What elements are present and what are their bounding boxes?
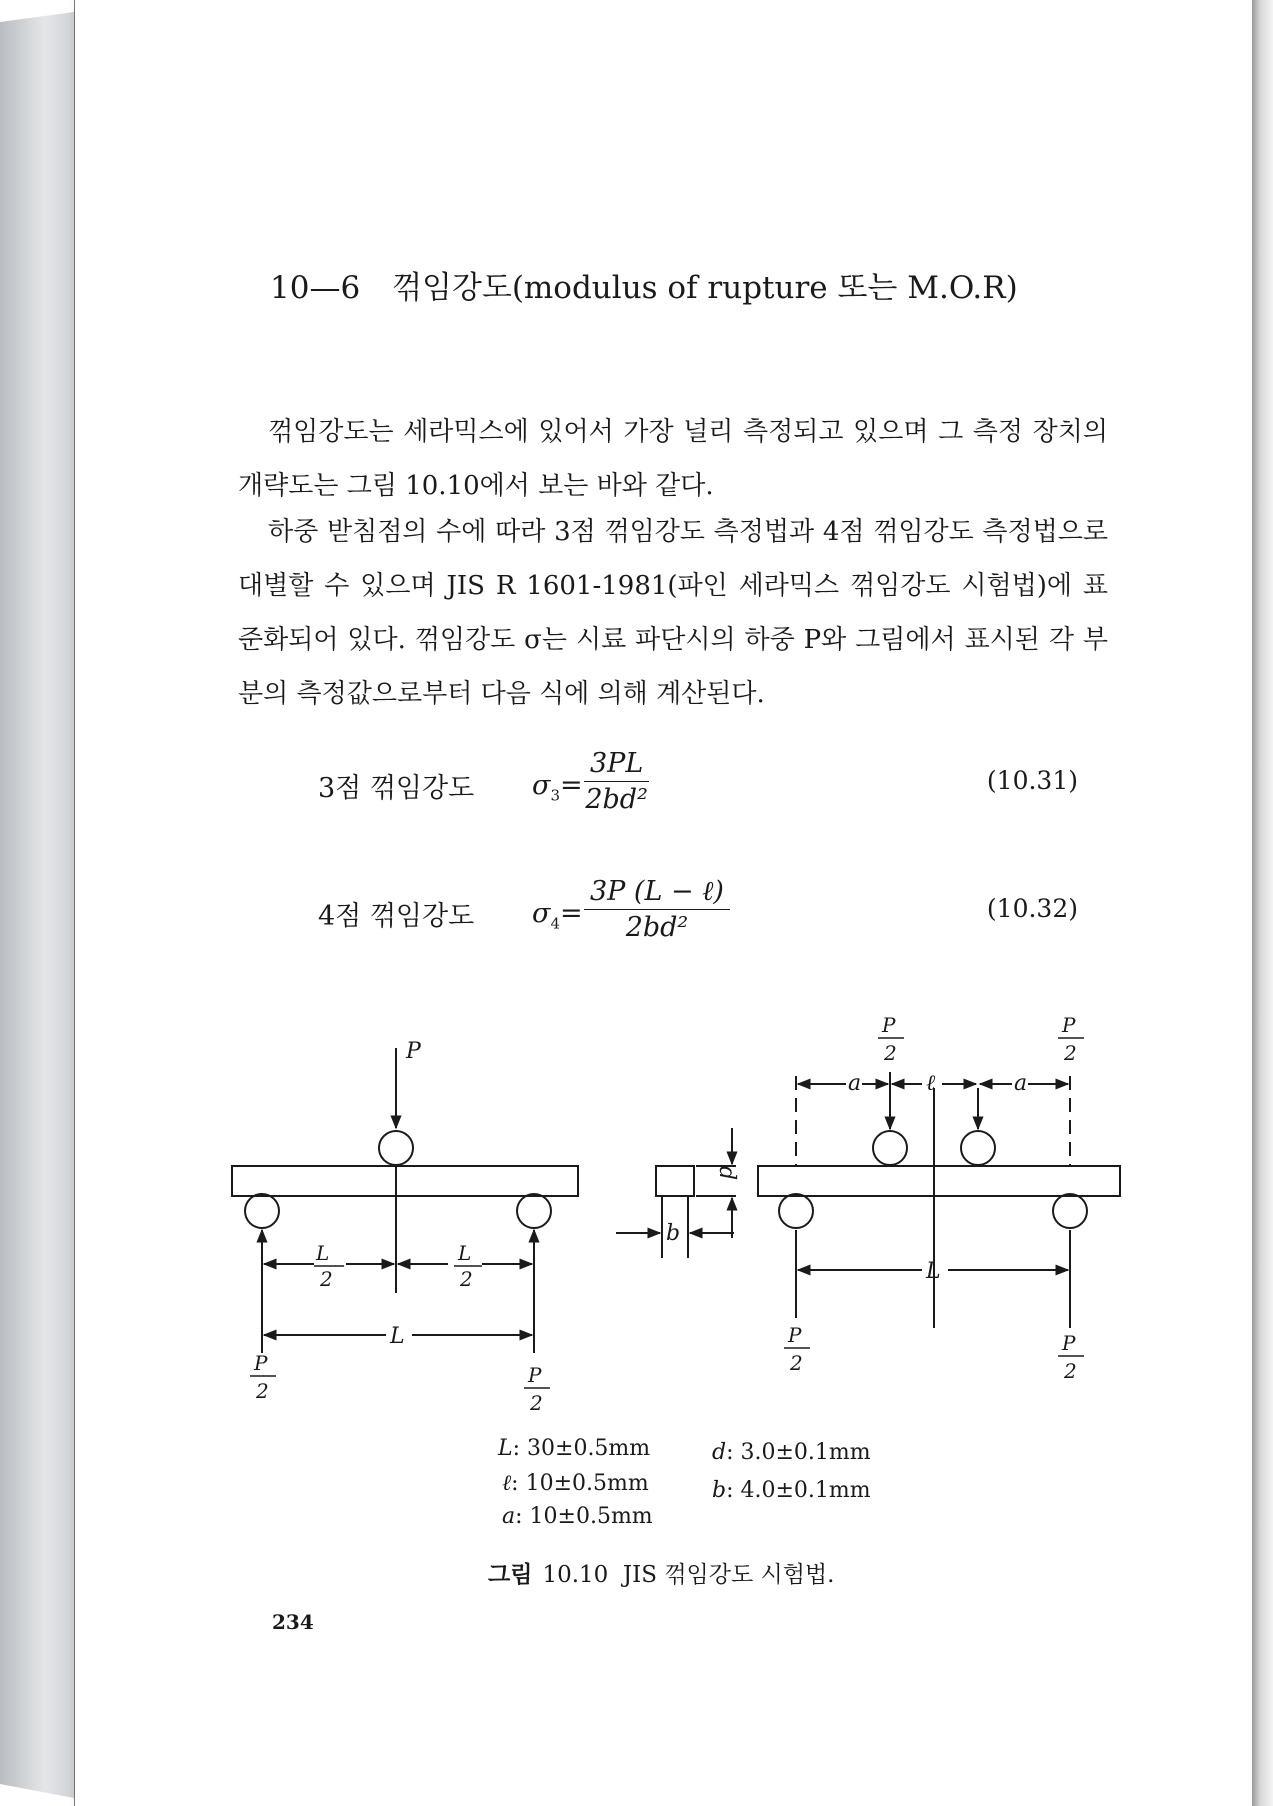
- label-reaction-num-2: P: [528, 1363, 542, 1387]
- label-reaction-den: 2: [256, 1379, 269, 1403]
- label-half-span-num: L: [316, 1241, 330, 1265]
- label-inner-l: ℓ: [926, 1071, 936, 1096]
- section-heading: [270, 262, 1018, 307]
- specimen-cross-section: [656, 1166, 694, 1196]
- label-reaction-den-2: 2: [530, 1391, 543, 1415]
- support-roller-left-4pt: [779, 1194, 813, 1228]
- specimen-bar-3pt: [232, 1166, 578, 1196]
- label-half-span-den-2: 2: [460, 1267, 473, 1291]
- bending-test-diagram: [226, 1008, 1126, 1428]
- label-outer-a-2: a: [1014, 1071, 1028, 1096]
- specimen-bar-4pt: [758, 1166, 1120, 1196]
- equation-4-point: [318, 876, 1078, 956]
- equation-fraction: [584, 748, 649, 815]
- label-load-den: 2: [884, 1041, 897, 1065]
- support-roller-left-3pt: [245, 1194, 279, 1228]
- paragraph-2: 하중 받침점의 수에 따라 3점 꺾임강도 측정법과 4점 꺾임강도 측정법으로 대별할 수 있으며 JIS R 1601-1981(파인 세라믹스 꺾임강도 시험법)에 표준화되어 있다. 꺾임강도 σ는 시료 파단시의 하중 P와 그림에서 표시된 각 부분의 측정값으로부터 다음 식에 의해 계산된다.: [238, 517, 1108, 709]
- equation-number: (10.31): [986, 766, 1078, 795]
- label-load-num: P: [882, 1013, 896, 1037]
- equation-denominator: 2bd²: [625, 912, 689, 943]
- equation-denominator: 2bd²: [585, 784, 648, 815]
- equation-fraction: [584, 876, 730, 943]
- caption-number: 10.10: [542, 1562, 609, 1588]
- section-number: 10—6: [270, 270, 361, 306]
- spec-L: L: 30±0.5mm: [498, 1436, 651, 1461]
- page-edge-shadow: [1252, 0, 1273, 1806]
- section-title: 꺾임강도(modulus of rupture 또는 M.O.R): [392, 270, 1018, 306]
- equation-label: 4점 꺾임강도: [318, 901, 475, 932]
- spec-l: ℓ: 10±0.5mm: [502, 1471, 649, 1496]
- page-number: 234: [272, 1610, 314, 1634]
- support-roller-right-3pt: [517, 1194, 551, 1228]
- equation-symbol: $\sigma_4=$: [532, 898, 583, 933]
- caption-text: JIS 꺾임강도 시험법.: [622, 1562, 835, 1588]
- equation-3-point: [318, 748, 1078, 828]
- label-reaction-den-3: 2: [790, 1351, 803, 1375]
- label-half-span-den: 2: [320, 1267, 333, 1291]
- book-spine-edge: [0, 12, 74, 1798]
- equation-numerator: 3P (L − ℓ): [584, 876, 730, 910]
- spec-a: a: 10±0.5mm: [502, 1504, 653, 1529]
- equation-symbol: $\sigma_3=$: [532, 770, 583, 805]
- label-load-den-2: 2: [1064, 1041, 1077, 1065]
- load-roller-3pt: [379, 1131, 413, 1165]
- label-width-b: b: [666, 1221, 681, 1246]
- label-span-3pt: L: [390, 1324, 405, 1349]
- label-load-num-2: P: [1062, 1013, 1076, 1037]
- label-reaction-num-4: P: [1062, 1331, 1076, 1355]
- spec-d: d: 3.0±0.1mm: [712, 1440, 871, 1465]
- figure-caption: [488, 1556, 834, 1589]
- label-span-4pt: L: [926, 1259, 941, 1284]
- label-depth-d: d: [714, 1166, 739, 1181]
- label-load-p: P: [406, 1039, 421, 1064]
- label-reaction-den-4: 2: [1064, 1359, 1077, 1383]
- label-reaction-num-3: P: [788, 1323, 802, 1347]
- load-roller-left-4pt: [873, 1131, 907, 1165]
- equation-label: 3점 꺾임강도: [318, 773, 475, 804]
- label-outer-a: a: [848, 1071, 862, 1096]
- equation-numerator: 3PL: [584, 748, 649, 782]
- support-roller-right-4pt: [1053, 1194, 1087, 1228]
- label-half-span-num-2: L: [458, 1241, 472, 1265]
- paragraph-1: 꺾임강도는 세라믹스에 있어서 가장 널리 측정되고 있으며 그 측정 장치의 개략도는 그림 10.10에서 보는 바와 같다.: [238, 417, 1108, 501]
- load-roller-right-4pt: [961, 1131, 995, 1165]
- spec-b: b: 4.0±0.1mm: [712, 1478, 871, 1503]
- label-reaction-num: P: [254, 1351, 268, 1375]
- equation-number: (10.32): [986, 894, 1078, 923]
- caption-label: 그림: [488, 1562, 533, 1588]
